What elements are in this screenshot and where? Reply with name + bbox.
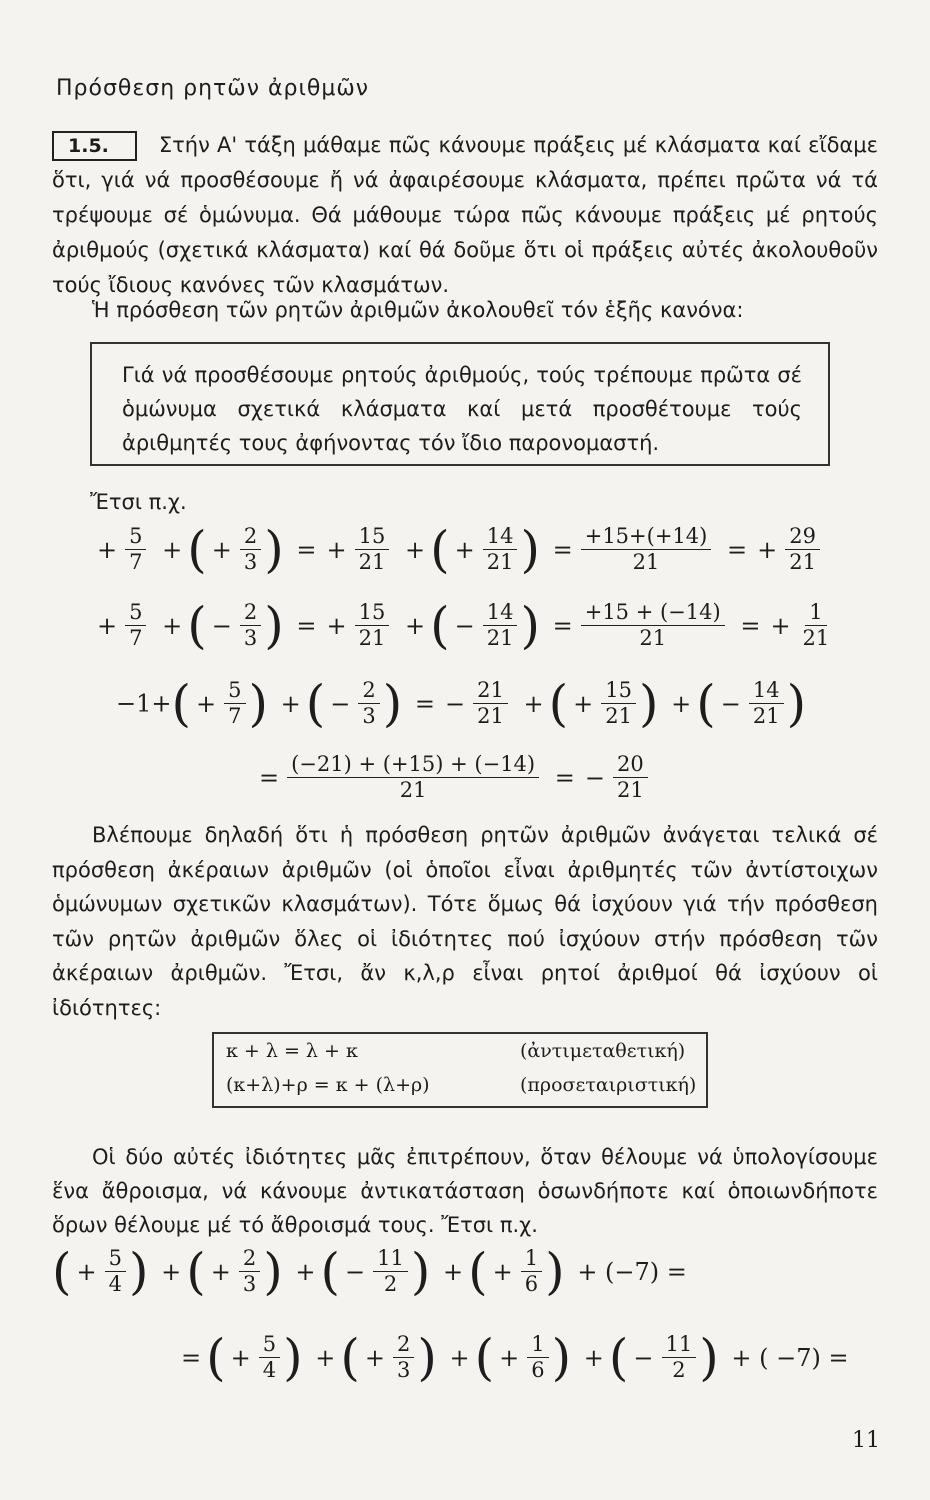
fraction: $\frac{5}{4}$ [259, 1332, 280, 1383]
property-law: (κ+λ)+ρ = κ + (λ+ρ) [226, 1074, 430, 1096]
fraction: $\frac{14}{21}$ [483, 600, 518, 651]
fraction: $\frac{2}{3}$ [240, 524, 261, 575]
fraction: $\frac{11}{2}$ [662, 1332, 697, 1383]
equation-2: + $\frac{5}{7}$ + ( − $\frac{2}{3}$ ) = + $\frac{15}{21}$ + ( − $\frac{14}{21}$ ) = $\frac{+15 + (-14)}{21}$ = + $\frac{1}{21}$ [92, 600, 836, 651]
fraction: $\frac{15}{21}$ [355, 600, 390, 651]
fraction: $\frac{2}{3}$ [358, 678, 379, 729]
intro-text: Στήν Α' τάξη μάθαμε πῶς κάνουμε πράξεις μέ κλάσματα καί εἴδαμε ὅτι, γιά νά προσθέσουμε ἤ νά ἀφαιρέσουμε κλάσματα, πρέπει πρῶτα νά τά τρέψουμε σέ ὁμώνυμα. Θά μάθουμε τώρα πῶς κάνουμε πράξεις μέ ρητούς ἀριθμούς (σχετικά κλάσματα) καί θά δοῦμε ὅτι οἱ πράξεις αὐτές ἀκολουθοῦν τούς ἴδιους κανόνες τῶν κλασμάτων. [52, 133, 878, 297]
property-name: (προσεταιριστική) [520, 1074, 697, 1096]
fraction: $\frac{5}{7}$ [125, 524, 146, 575]
fraction: $\frac{15}{21}$ [355, 524, 390, 575]
fraction: $\frac{1}{6}$ [521, 1246, 542, 1297]
fraction: $\frac{20}{21}$ [613, 752, 648, 803]
equation-3: −1+( + $\frac{5}{7}$ ) + ( − $\frac{2}{3}$ ) = − $\frac{21}{21}$ + ( + $\frac{15}{21}$ ) + ( − $\frac{14}{21}$ ) [116, 674, 807, 733]
equation-4: = $\frac{(-21) + (+15) + (-14)}{21}$ = − $\frac{20}{21}$ [254, 752, 651, 803]
equation-6: = ( + $\frac{5}{4}$ ) + ( + $\frac{2}{3}$ ) + ( + $\frac{1}{6}$ ) + ( − $\frac{11}{2}$ ) + ( −7) = [181, 1328, 849, 1387]
fraction: $\frac{2}{3}$ [239, 1246, 260, 1297]
fraction: $\frac{+15+(+14)}{21}$ [581, 524, 712, 575]
fraction: $\frac{14}{21}$ [483, 524, 518, 575]
fraction: $\frac{29}{21}$ [785, 524, 820, 575]
property-law: κ + λ = λ + κ [226, 1040, 358, 1062]
fraction: $\frac{5}{4}$ [105, 1246, 126, 1297]
fraction: $\frac{11}{2}$ [373, 1246, 408, 1297]
fraction: $\frac{14}{21}$ [749, 678, 784, 729]
intro-paragraph [52, 128, 878, 303]
conclusion-paragraph: Βλέπουμε δηλαδή ὅτι ἡ πρόσθεση ρητῶν ἀριθμῶν ἀνάγεται τελικά σέ πρόσθεση ἀκέραιων ἀριθμῶν (οἱ ὁποῖοι εἶναι ἀριθμητές τῶν ἀντίστοιχων ὁμώνυμων σχετικῶν κλασμάτων). Τότε ὅμως θά ἰσχύουν γιά τήν πρόσθεση τῶν ρητῶν ἀριθμῶν ὅλες οἱ ἰδιότητες πού ἰσχύουν στήν πρόσθεση τῶν ἀκέραιων ἀριθμῶν. Ἔτσι, ἄν κ,λ,ρ εἶναι ρητοί ἀριθμοί θά ἰσχύουν οἱ ἰδιότητες: [52, 823, 878, 1020]
equation-1: + $\frac{5}{7}$ + ( + $\frac{2}{3}$ ) = + $\frac{15}{21}$ + ( + $\frac{14}{21}$ ) = $\frac{+15+(+14)}{21}$ = + $\frac{29}{21}$ [92, 524, 823, 575]
rule-box: Γιά νά προσθέσουμε ρητούς ἀριθμούς, τούς τρέπουμε πρῶτα σέ ὁμώνυμα σχετικά κλάσματα καί μετά προσθέτουμε τούς ἀριθμητές τους ἀφήνοντας τόν ἴδιο παρονομαστή. [90, 342, 830, 466]
section-number: 1.5. [52, 131, 137, 161]
fraction: $\frac{1}{6}$ [527, 1332, 548, 1383]
page-number: 11 [852, 1428, 880, 1453]
fraction: $\frac{1}{21}$ [802, 600, 830, 650]
example-label: Ἔτσι π.χ. [90, 490, 187, 514]
fraction: $\frac{+15 + (-14)}{21}$ [581, 600, 725, 651]
fraction: $\frac{(-21) + (+15) + (-14)}{21}$ [287, 752, 539, 803]
closing-paragraph: Οἱ δύο αὐτές ἰδιότητες μᾶς ἐπιτρέπουν, ὅταν θέλουμε νά ὑπολογίσουμε ἕνα ἄθροισμα, νά κάνουμε ἀντικατάσταση ὁσωνδήποτε καί ὁποιωνδήποτε ὅρων θέλουμε μέ τό ἄθροισμά τους. Ἔτσι π.χ. [52, 1145, 878, 1237]
section-heading: Πρόσθεση ρητῶν ἀριθμῶν [56, 76, 370, 101]
rule-intro: Ἡ πρόσθεση τῶν ρητῶν ἀριθμῶν ἀκολουθεῖ τόν ἑξῆς κανόνα: [92, 298, 744, 322]
property-name: (ἀντιμεταθετική) [520, 1040, 686, 1062]
fraction: $\frac{5}{7}$ [125, 600, 146, 651]
fraction: $\frac{2}{3}$ [240, 600, 261, 651]
fraction: $\frac{21}{21}$ [473, 678, 508, 729]
fraction: $\frac{15}{21}$ [601, 678, 636, 729]
fraction: $\frac{2}{3}$ [393, 1332, 414, 1383]
fraction: $\frac{5}{7}$ [224, 678, 245, 729]
equation-5: ( + $\frac{5}{4}$ ) + ( + $\frac{2}{3}$ ) + ( − $\frac{11}{2}$ ) + ( + $\frac{1}{6}$ ) + (−7) = [52, 1242, 687, 1301]
properties-box [212, 1032, 708, 1108]
